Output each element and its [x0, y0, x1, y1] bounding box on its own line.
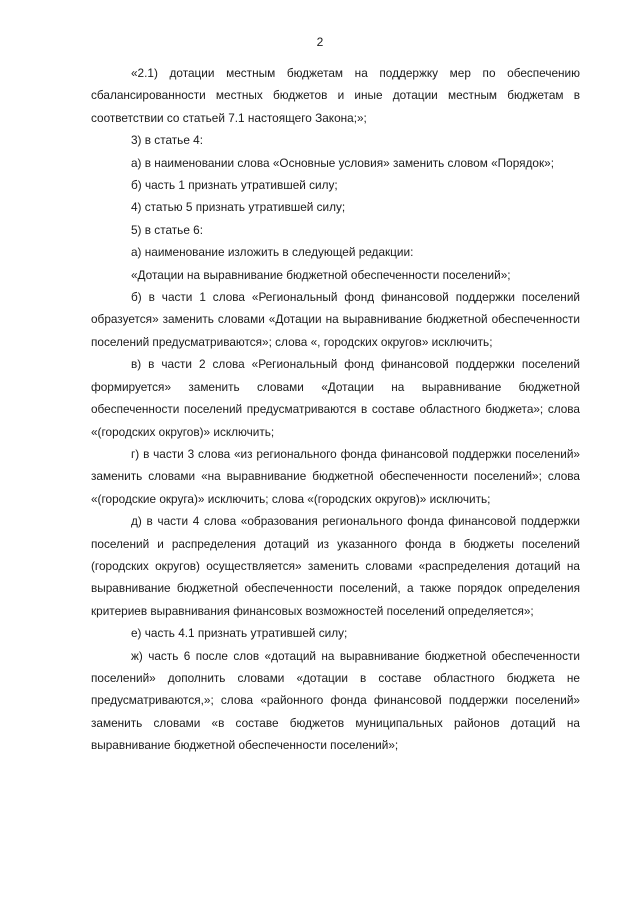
- paragraph-item-3a: а) в наименовании слова «Основные условия» заменить словом «Порядок»;: [131, 155, 554, 170]
- paragraph-item-5e: е) часть 4.1 признать утратившей силу;: [131, 626, 348, 641]
- paragraph-item-5b: б) в части 1 слова «Региональный фонд финансовой поддержки поселений образуется» заменить словами «Дотации на выравнивание бюджетной обеспеченности поселений предусматриваются»; слова «, городских округов» исключить;: [91, 290, 580, 349]
- paragraph-item-5: 5) в статье 6:: [131, 222, 204, 237]
- paragraph-new-title: «Дотации на выравнивание бюджетной обеспеченности поселений»;: [131, 267, 511, 282]
- document-body: [91, 62, 580, 757]
- paragraph-item-3: 3) в статье 4:: [131, 133, 204, 148]
- paragraph-item-5g: г) в части 3 слова «из регионального фонда финансовой поддержки поселений» заменить словами «на выравнивание бюджетной обеспеченности поселений»; слова «(городские округа)» исключить; слова «(городских округов)» исключить;: [91, 446, 580, 506]
- paragraph-item-3b: б) часть 1 признать утратившей силу;: [131, 178, 338, 193]
- page-number: 2: [316, 35, 324, 49]
- paragraph-item-5v: в) в части 2 слова «Региональный фонд финансовой поддержки поселений формируется» заменить словами «Дотации на выравнивание бюджетной обеспеченности поселений предусматриваются в составе областного бюджета»; слова «(городских округов)» исключить;: [91, 357, 580, 439]
- paragraph-2-1-insert: «2.1) дотации местным бюджетам на поддержку мер по обеспечению сбалансированности местных бюджетов и иные дотации местным бюджетам в соответствии со статьей 7.1 настоящего Закона;»;: [91, 66, 580, 125]
- paragraph-item-5a: а) наименование изложить в следующей редакции:: [131, 245, 414, 260]
- paragraph-item-5d: д) в части 4 слова «образования регионального фонда финансовой поддержки поселений и распределения дотаций из указанного фонда в бюджеты поселений (городских округов) осуществляется» заменить словами «распределения дотаций на выравнивание бюджетной обеспеченности поселений, а также порядок определения критериев выравнивания финансовых возможностей поселений определяется»;: [91, 514, 580, 618]
- paragraph-item-5zh: ж) часть 6 после слов «дотаций на выравнивание бюджетной обеспеченности поселений» дополнить словами «дотации в составе областного бюджета не предусматриваются,»; слова «районного фонда финансовой поддержки поселений» заменить словами «в составе бюджетов муниципальных районов дотаций на выравнивание бюджетной обеспеченности поселений»;: [91, 648, 580, 753]
- paragraph-item-4: 4) статью 5 признать утратившей силу;: [131, 200, 346, 215]
